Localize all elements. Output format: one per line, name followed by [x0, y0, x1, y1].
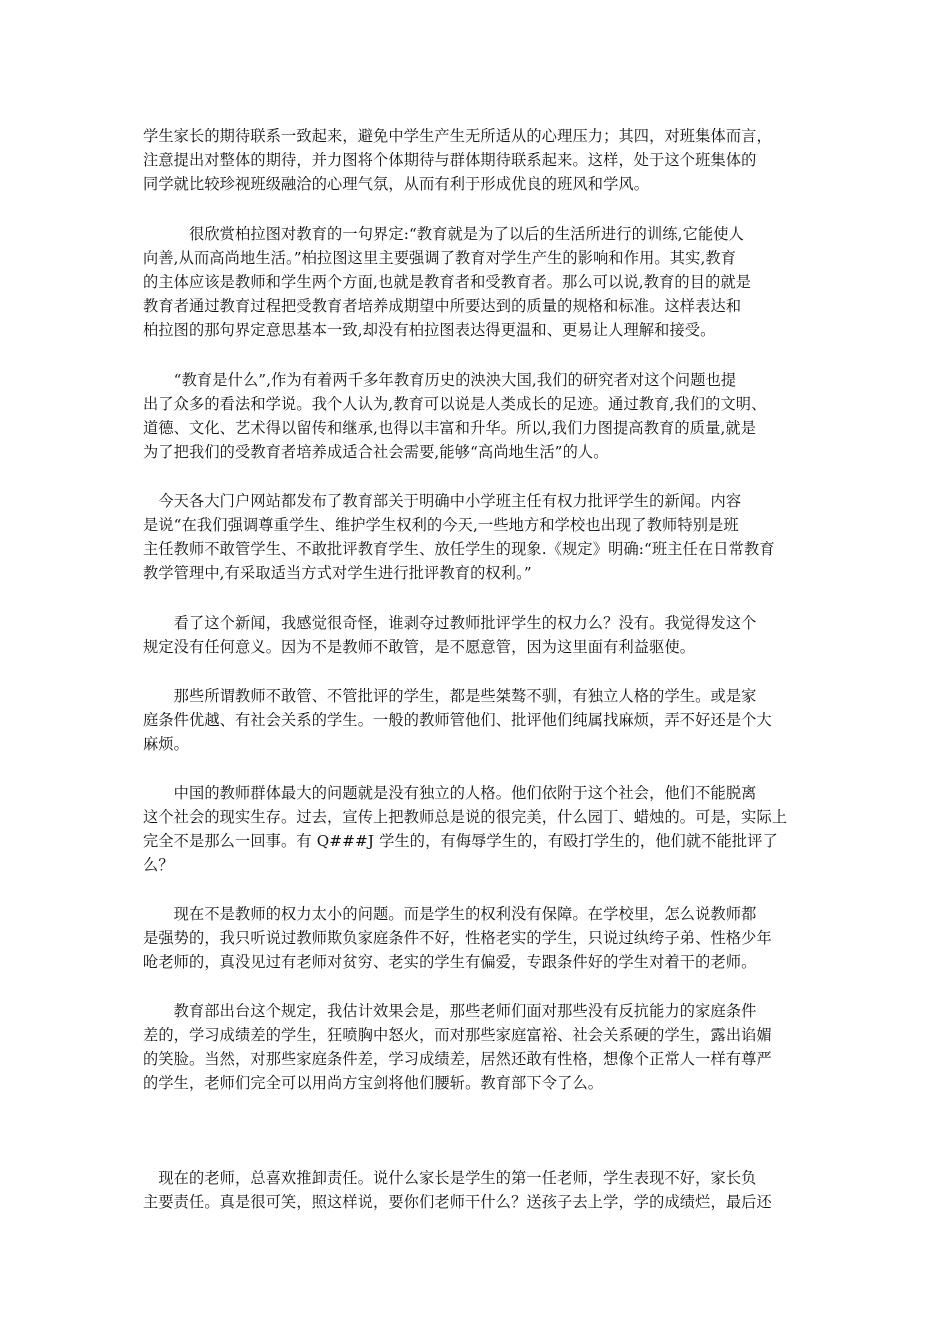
text-line: 这个社会的现实生存。过去，宣传上把教师总是说的很完美，什么园丁、蜡烛的。可是，实际上 [143, 808, 788, 826]
text-line: 中国的教师群体最大的问题就是没有独立的人格。他们依附于这个社会，他们不能脱离 [143, 784, 757, 802]
text-line: 的主体应该是教师和学生两个方面,也就是教育者和受教育者。那么可以说,教育的目的就是 [143, 273, 752, 291]
paragraph-teacher-group [143, 781, 811, 877]
paragraph-unmanaged-students [143, 684, 811, 756]
text-line: 向善,从而高尚地生活。”柏拉图这里主要强调了教育对学生产生的影响和作用。其实,教育 [143, 249, 737, 267]
text-line: 教育者通过教育过程把受教育者培养成期望中所要达到的质量的规格和标准。这样表达和 [143, 297, 742, 315]
text-line: 是说“在我们强调尊重学生、维护学生权利的今天,一些地方和学校也出现了教师特别是班 [143, 516, 739, 534]
paragraph-what-is-education [143, 368, 811, 464]
paragraph-news-report [143, 489, 811, 585]
text-line: 现在的老师，总喜欢推卸责任。说什么家长是学生的第一任老师，学生表现不好，家长负 [143, 1169, 757, 1187]
text-line: 今天各大门户网站都发布了教育部关于明确中小学班主任有权力批评学生的新闻。内容 [143, 492, 742, 510]
text-line: 规定没有任何意义。因为不是教师不敢管，是不愿意管，因为这里面有利益驱使。 [143, 638, 696, 656]
paragraph-reaction [143, 611, 811, 659]
paragraph-regulation-effect [143, 999, 811, 1095]
text-line: “教育是什么”,作为有着两千多年教育历史的泱泱大国,我们的研究者对这个问题也提 [143, 371, 737, 389]
text-line: 麻烦。 [143, 735, 190, 753]
text-line: 同学就比较珍视班级融洽的心理气氛，从而有利于形成优良的班风和学风。 [143, 175, 650, 193]
paragraph-plato-definition [143, 222, 811, 342]
text-line: 学生家长的期待联系一致起来，避免中学生产生无所适从的心理压力；其四，对班集体而言， [143, 127, 772, 145]
paragraph-class-expectations [143, 124, 811, 196]
text-line: 呛老师的，真没见过有老师对贫穷、老实的学生有偏爱，专跟条件好的学生对着干的老师。 [143, 953, 757, 971]
text-line: 的学生，老师们完全可以用尚方宝剑将他们腰斩。教育部下令了么。 [143, 1074, 604, 1092]
text-line: 为了把我们的受教育者培养成适合社会需要,能够“高尚地生活”的人。 [143, 443, 609, 461]
text-line: 柏拉图的那句界定意思基本一致,却没有柏拉图表达得更温和、更易让人理解和接受。 [143, 321, 716, 339]
text-line: 完全不是那么一回事。有 Q###J 学生的，有侮辱学生的，有殴打学生的，他们就不能批评了 [143, 832, 778, 850]
text-line: 教育部出台这个规定，我估计效果会是，那些老师们面对那些没有反抗能力的家庭条件 [143, 1002, 757, 1020]
text-line: 主任教师不敢管学生、不敢批评教育学生、放任学生的现象.《规定》明确:“班主任在日常教育 [143, 540, 775, 558]
text-line: 出了众多的看法和学说。我个人认为,教育可以说是人类成长的足迹。通过教育,我们的文明、 [143, 395, 767, 413]
text-line: 道德、文化、艺术得以留传和继承,也得以丰富和升华。所以,我们力图提高教育的质量,就是 [143, 419, 757, 437]
text-line: 的笑脸。当然，对那些家庭条件差，学习成绩差，居然还敢有性格，想像个正常人一样有尊严 [143, 1050, 772, 1068]
text-line: 教学管理中,有采取适当方式对学生进行批评教育的权利。” [143, 564, 532, 582]
paragraph-student-rights [143, 902, 811, 974]
text-line: 主要责任。真是很可笑，照这样说，要你们老师干什么？送孩子去上学，学的成绩烂，最后还 [143, 1193, 772, 1211]
text-line: 注意提出对整体的期待，并力图将个体期待与群体期待联系起来。这样，处于这个班集体的 [143, 151, 757, 169]
text-line: 么？ [143, 856, 174, 874]
text-line: 现在不是教师的权力太小的问题。而是学生的权利没有保障。在学校里，怎么说教师都 [143, 905, 757, 923]
text-line: 是强势的，我只听说过教师欺负家庭条件不好，性格老实的学生，只说过纨绔子弟、性格少年 [143, 929, 772, 947]
text-line: 很欣赏柏拉图对教育的一句界定:“教育就是为了以后的生活所进行的训练,它能使人 [143, 225, 744, 243]
text-line: 看了这个新闻，我感觉很奇怪，谁剥夺过教师批评学生的权力么？没有。我觉得发这个 [143, 614, 757, 632]
text-line: 庭条件优越、有社会关系的学生。一般的教师管他们、批评他们纯属找麻烦，弄不好还是个大 [143, 711, 772, 729]
paragraph-teacher-responsibility [143, 1166, 811, 1214]
text-line: 差的，学习成绩差的学生，狂喷胸中怒火，而对那些家庭富裕、社会关系硬的学生，露出谄媚 [143, 1026, 772, 1044]
text-line: 那些所谓教师不敢管、不管批评的学生，都是些桀骜不驯，有独立人格的学生。或是家 [143, 687, 757, 705]
